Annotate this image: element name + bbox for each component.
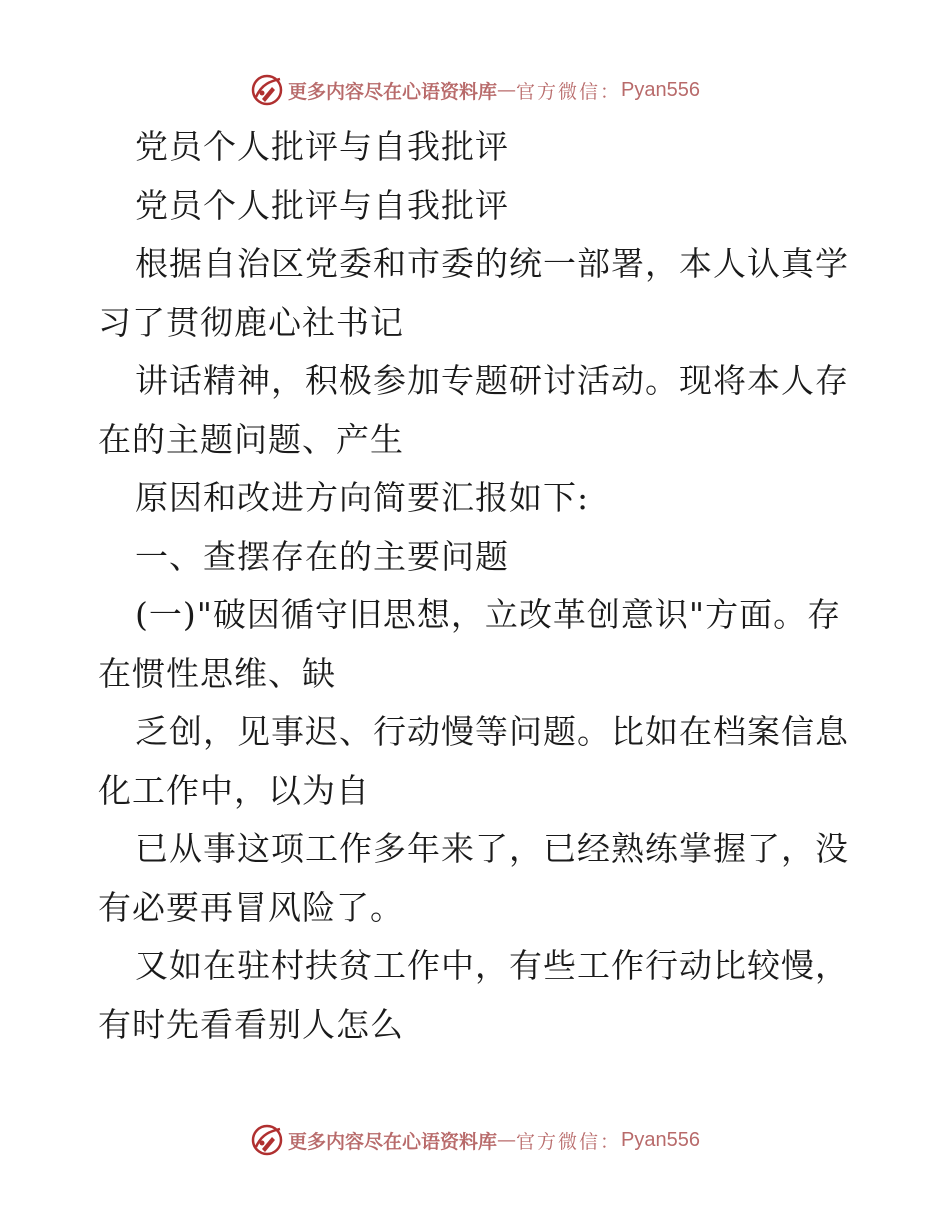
paragraph-line: 已从事这项工作多年来了，已经熟练掌握了，没 [135,829,849,868]
header-watermark [0,70,950,110]
paragraph-line: 根据自治区党委和市委的统一部署，本人认真学 [135,244,849,283]
section-heading: 一、查摆存在的主要问题 [135,536,509,576]
pen-logo-icon [250,73,284,107]
doc-title-repeat: 党员个人批评与自我批评 [135,185,509,225]
footer-watermark [0,1120,950,1160]
paragraph-line: 又如在驻村扶贫工作中，有些工作行动比较慢， [135,946,849,985]
paragraph-line: 讲话精神，积极参加专题研讨活动。现将本人存 [135,361,849,400]
watermark-id: Pyan556 [621,78,700,101]
watermark-brand: 更多内容尽在心语资料库 [288,1130,498,1153]
watermark-id: Pyan556 [621,1128,700,1151]
watermark-official: 官方微信： [516,1130,622,1153]
document-body [98,118,858,1054]
watermark-dash: — [497,79,517,101]
pen-logo-icon [250,1123,284,1157]
paragraph-line: 有必要再冒风险了。 [98,887,404,927]
paragraph-line: 在惯性思维、缺 [98,653,336,693]
watermark-brand: 更多内容尽在心语资料库 [288,80,498,103]
paragraph-line: 有时先看看别人怎么 [98,1004,404,1044]
paragraph-line: 化工作中，以为自 [98,770,370,810]
doc-title: 党员个人批评与自我批评 [135,127,509,166]
paragraph-line: (一)"破因循守旧思想，立改革创意识"方面。存 [135,595,842,634]
watermark-dash: — [497,1129,517,1151]
paragraph-line: 在的主题问题、产生 [98,419,404,459]
paragraph-line: 原因和改进方向简要汇报如下: [135,478,590,517]
paragraph-line: 乏创，见事迟、行动慢等问题。比如在档案信息 [135,712,849,751]
paragraph-line: 习了贯彻鹿心社书记 [98,302,404,342]
watermark-official: 官方微信： [516,80,622,103]
